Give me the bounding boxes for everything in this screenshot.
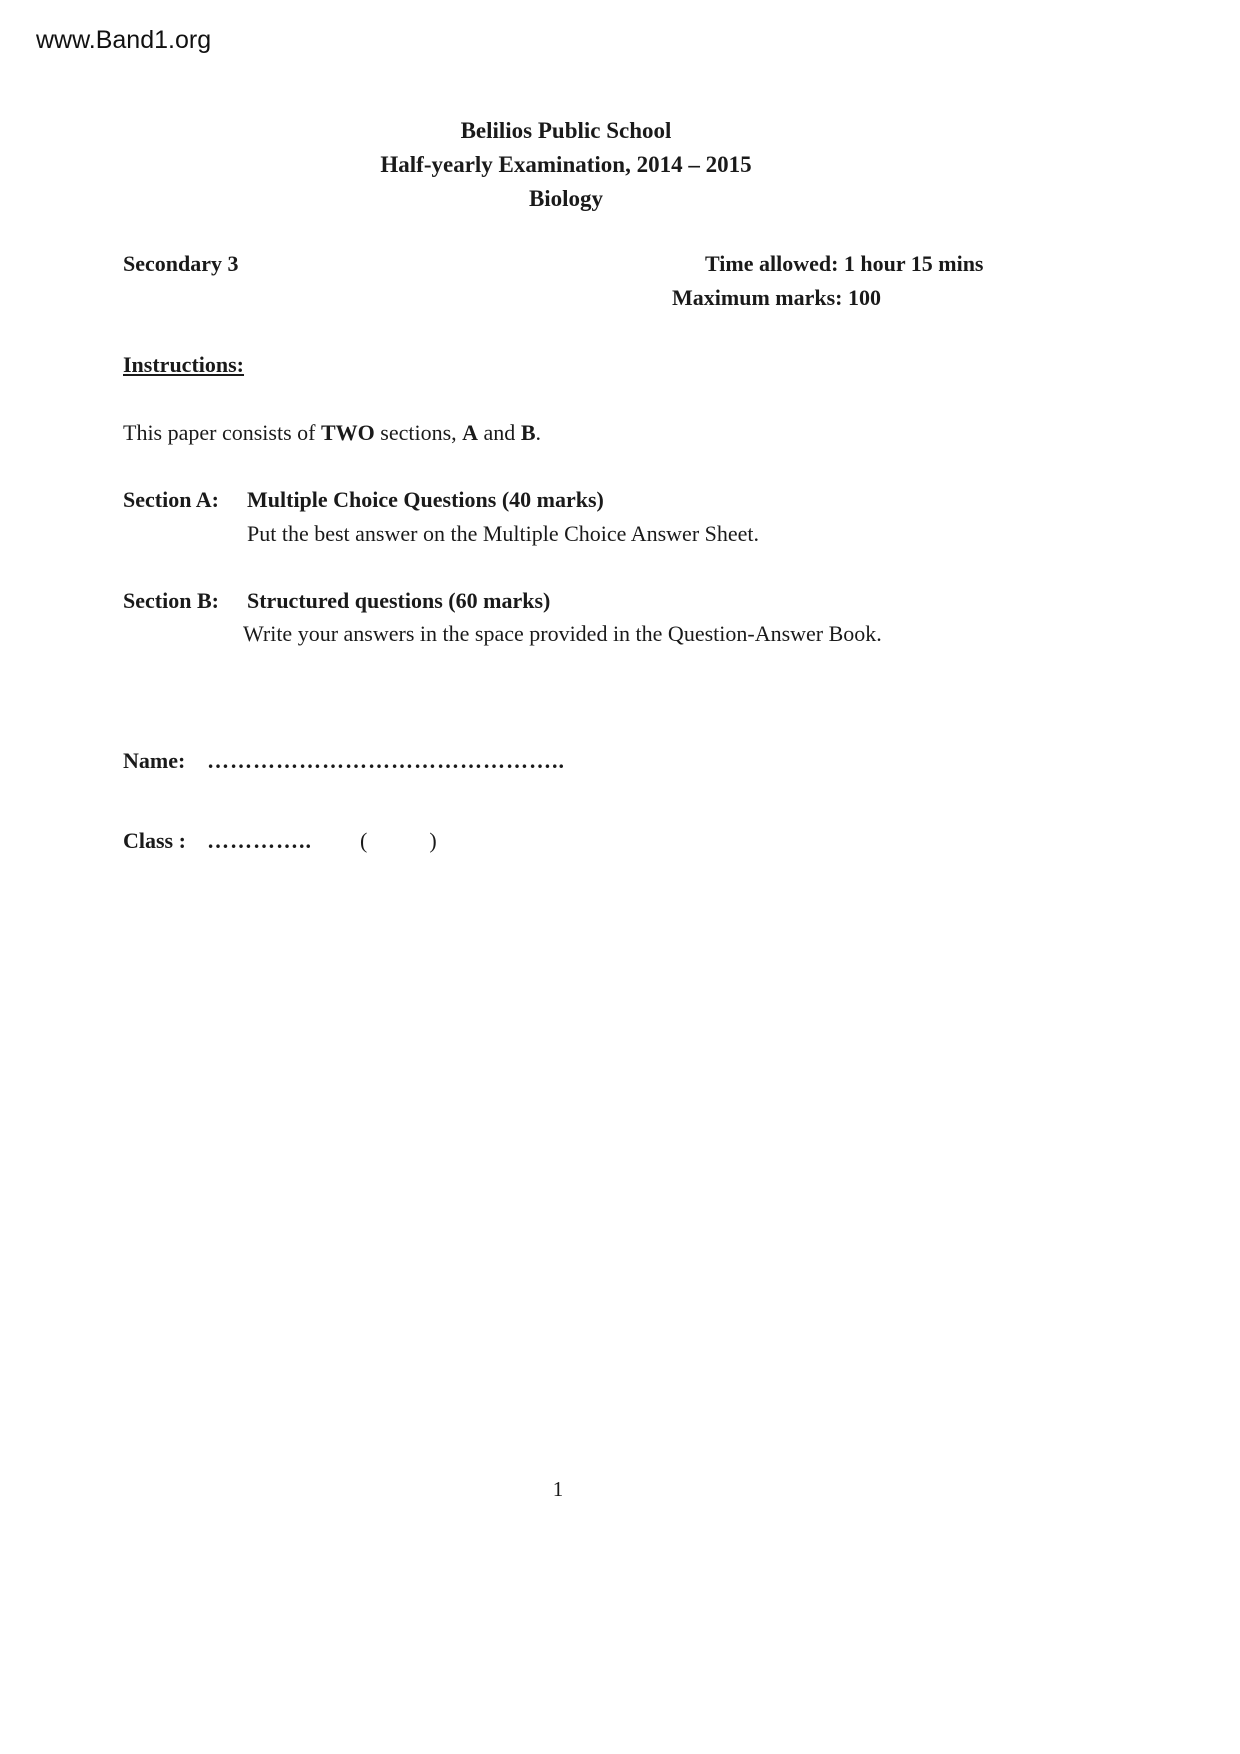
class-fill-line: …………..	[207, 828, 312, 853]
intro-and-text: and	[478, 420, 521, 445]
school-name: Belilios Public School	[460, 118, 672, 143]
section-a-row	[123, 487, 604, 513]
section-a-description: Put the best answer on the Multiple Choice Answer Sheet.	[247, 521, 760, 546]
section-a-title: Multiple Choice Questions (40 marks)	[247, 487, 604, 512]
intro-mid-text: sections,	[374, 420, 463, 445]
maximum-marks: Maximum marks: 100	[672, 285, 881, 310]
class-number-paren-close: )	[429, 828, 437, 853]
section-b-row	[123, 588, 550, 614]
intro-section-b-text: B	[520, 420, 536, 445]
exam-title: Half-yearly Examination, 2014 – 2015	[380, 152, 752, 177]
class-label: Class :	[123, 828, 186, 853]
page-number: 1	[552, 1477, 564, 1501]
class-number-paren-open: (	[360, 828, 368, 853]
level-label: Secondary 3	[123, 251, 239, 276]
intro-prefix-text: This paper consists of	[123, 420, 321, 445]
section-b-description: Write your answers in the space provided in the Question-Answer Book.	[243, 621, 882, 646]
intro-section-a-text: A	[462, 420, 479, 445]
intro-two-text: TWO	[320, 420, 375, 445]
name-label: Name:	[123, 748, 186, 773]
subject-name: Biology	[528, 186, 604, 211]
class-field-row	[123, 828, 437, 854]
name-fill-line: ………………………………………..	[207, 748, 565, 773]
intro-period-text: .	[535, 420, 541, 445]
name-field-row	[123, 748, 565, 774]
instructions-heading: Instructions:	[123, 352, 245, 377]
time-allowed: Time allowed: 1 hour 15 mins	[705, 251, 984, 276]
section-b-label: Section B:	[123, 588, 219, 613]
section-b-title: Structured questions (60 marks)	[247, 588, 551, 613]
instructions-intro	[123, 420, 541, 446]
site-watermark: www.Band1.org	[36, 26, 212, 54]
section-a-label: Section A:	[123, 487, 219, 512]
exam-header	[0, 114, 1132, 216]
